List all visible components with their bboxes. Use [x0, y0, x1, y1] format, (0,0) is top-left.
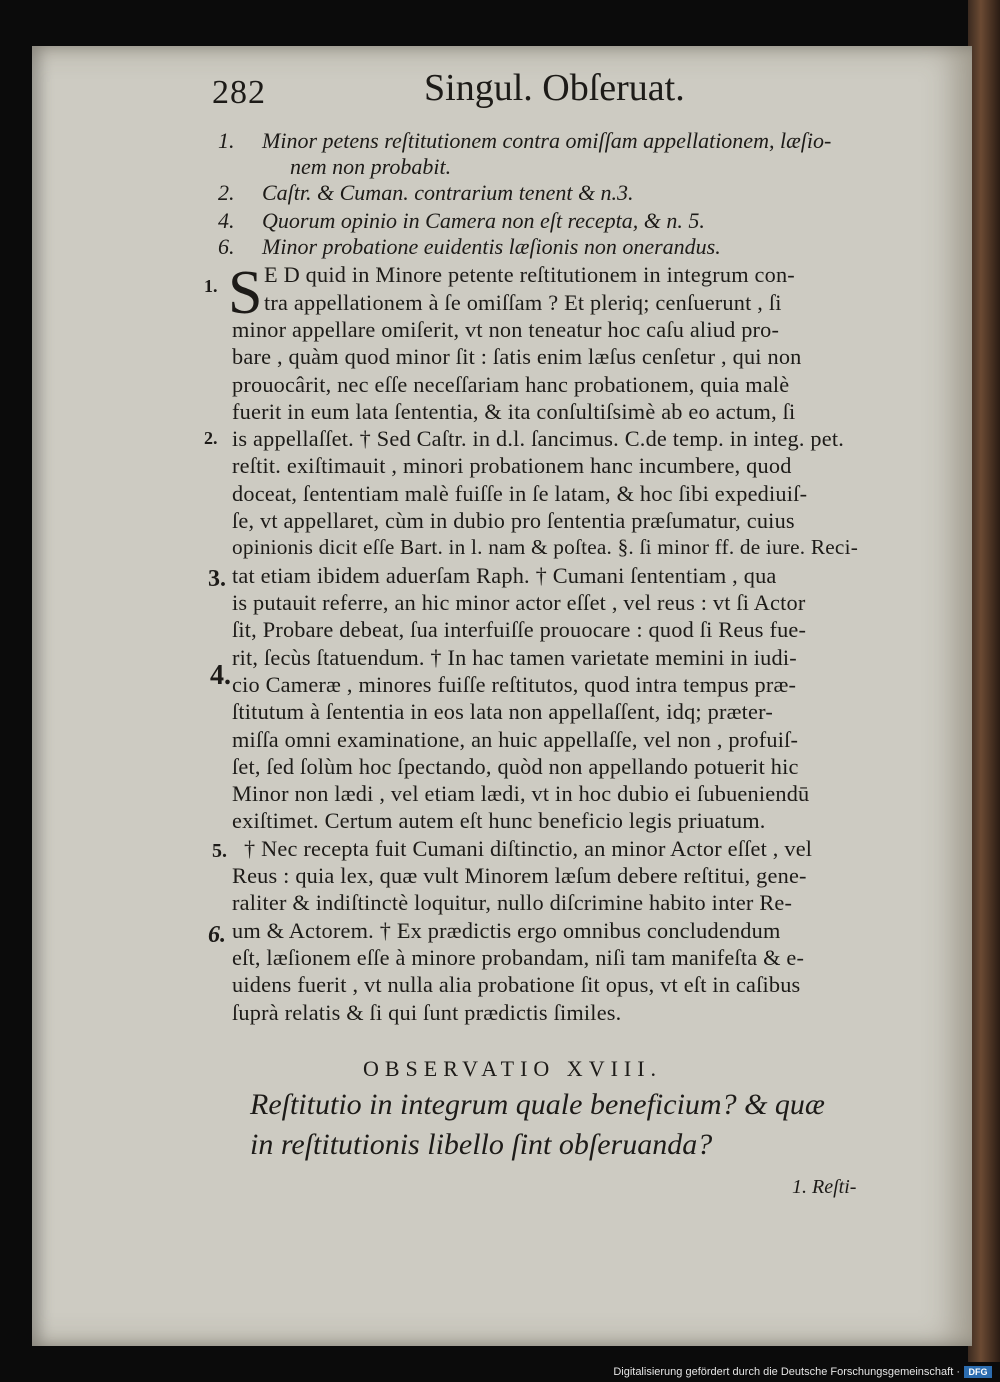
body-line: ſtitutum à ſententia in eos lata non appellaſſent, idq; præter-: [232, 699, 773, 724]
body-line: Minor non lædi , vel etiam lædi, vt in hoc dubio ei ſubueniendū: [232, 781, 810, 806]
body-line: ſit, Probare debeat, ſua interfuiſſe prouocare : quod ſi Reus fue-: [232, 617, 807, 642]
body-line: exiſtimet. Certum autem eſt hunc beneficio legis priuatum.: [232, 808, 766, 833]
body-line: doceat, ſententiam malè fuiſſe in ſe latam, & hoc ſibi expediuiſ-: [232, 481, 808, 506]
body-line: eſt, læſionem eſſe à minore probandam, niſi tam manifeſta & e-: [232, 945, 805, 970]
book-spine: [968, 0, 1000, 1382]
body-line: is putauit referre, an hic minor actor eſſet , vel reus : vt ſi Actor: [232, 590, 806, 615]
body-line: bare , quàm quod minor ſit : ſatis enim læſus cenſetur , qui non: [232, 344, 802, 369]
margin-number: 4.: [210, 660, 231, 691]
running-title: Singul. Obſeruat.: [424, 67, 685, 109]
body-line: um & Actorem. † Ex prædictis ergo omnibus concludendum: [232, 918, 781, 943]
page-number: 282: [212, 74, 266, 111]
body-line: uidens fuerit , vt nulla alia probatione ſit opus, vt eſt in caſibus: [232, 972, 801, 997]
body-line: reſtit. exiſtimauit , minori probationem hanc incumbere, quod: [232, 453, 792, 478]
body-line: tat etiam ibidem aduerſam Raph. † Cumani ſententiam , qua: [232, 563, 777, 588]
summary-text: nem non probabit.: [290, 154, 452, 179]
body-line: rit, ſecùs ſtatuendum. † In hac tamen varietate memini in iudi-: [232, 645, 797, 670]
summary-text: Quorum opinio in Camera non eſt recepta, & n. 5.: [262, 208, 705, 233]
body-line: Reus : quia lex, quæ vult Minorem læſum debere reſtitui, gene-: [232, 863, 807, 888]
body-line: raliter & indiſtinctè loquitur, nullo diſcrimine habito inter Re-: [232, 890, 793, 915]
observation-subtitle-line-2: in reſtitutionis libello ſint obſeruanda?: [250, 1128, 713, 1161]
summary-number: 1.: [218, 128, 235, 153]
body-line: cio Cameræ , minores fuiſſe reſtitutos, quod intra tempus præ-: [232, 672, 797, 697]
body-line: E D quid in Minore petente reſtitutionem in integrum con-: [264, 262, 795, 287]
summary-number: 4.: [218, 208, 235, 233]
body-line: minor appellare omiſerit, vt non teneatur hoc caſu aliud pro-: [232, 317, 780, 342]
body-line: ſet, ſed ſolùm hoc ſpectando, quòd non appellando potuerit hic: [232, 754, 799, 779]
body-line: tra appellationem à ſe omiſſam ? Et pleriq; cenſuerunt , ſi: [264, 290, 782, 315]
body-line: fuerit in eum lata ſententia, & ita conſultiſsimè ab eo actum, ſi: [232, 399, 796, 424]
summary-text: Minor probatione euidentis læſionis non onerandus.: [262, 234, 721, 259]
footer-credit: Digitalisierung gefördert durch die Deutsche Forschungsgemeinschaft ·: [613, 1366, 960, 1378]
body-line: † Nec recepta fuit Cumani diſtinctio, an minor Actor eſſet , vel: [244, 836, 813, 861]
margin-number: 1.: [204, 276, 218, 296]
body-line: ſuprà relatis & ſi qui ſunt prædictis ſimiles.: [232, 1000, 622, 1025]
summary-number: 2.: [218, 180, 235, 205]
body-line: miſſa omni examinatione, an huic appellaſſe, vel non , profuiſ-: [232, 727, 799, 752]
dfg-logo: DFG: [964, 1366, 992, 1378]
drop-cap: S: [228, 259, 263, 327]
summary-text: Minor petens reſtitutionem contra omiſſam appellationem, læſio-: [262, 128, 832, 153]
summary-text: Caſtr. & Cuman. contrarium tenent & n.3.: [262, 180, 634, 205]
margin-number: 2.: [204, 428, 218, 448]
margin-number: 5.: [212, 840, 227, 862]
body-line: opinionis dicit eſſe Bart. in l. nam & poſtea. §. ſi minor ff. de iure. Reci-: [232, 535, 858, 559]
margin-number: 3.: [208, 566, 226, 592]
body-line: is appellaſſet. † Sed Caſtr. in d.l. ſancimus. C.de temp. in integ. pet.: [232, 426, 844, 451]
body-line: ſe, vt appellaret, cùm in dubio pro ſententia præſumatur, cuius: [232, 508, 795, 533]
summary-number: 6.: [218, 234, 235, 259]
observation-heading: OBSERVATIO XVIII.: [363, 1056, 663, 1081]
margin-number: 6.: [208, 922, 226, 948]
body-line: prouocârit, nec eſſe neceſſariam hanc probationem, quia malè: [232, 372, 790, 397]
observation-subtitle-line-1: Reſtitutio in integrum quale beneficium? & quæ: [250, 1088, 825, 1121]
catchword: 1. Reſti-: [792, 1176, 857, 1198]
